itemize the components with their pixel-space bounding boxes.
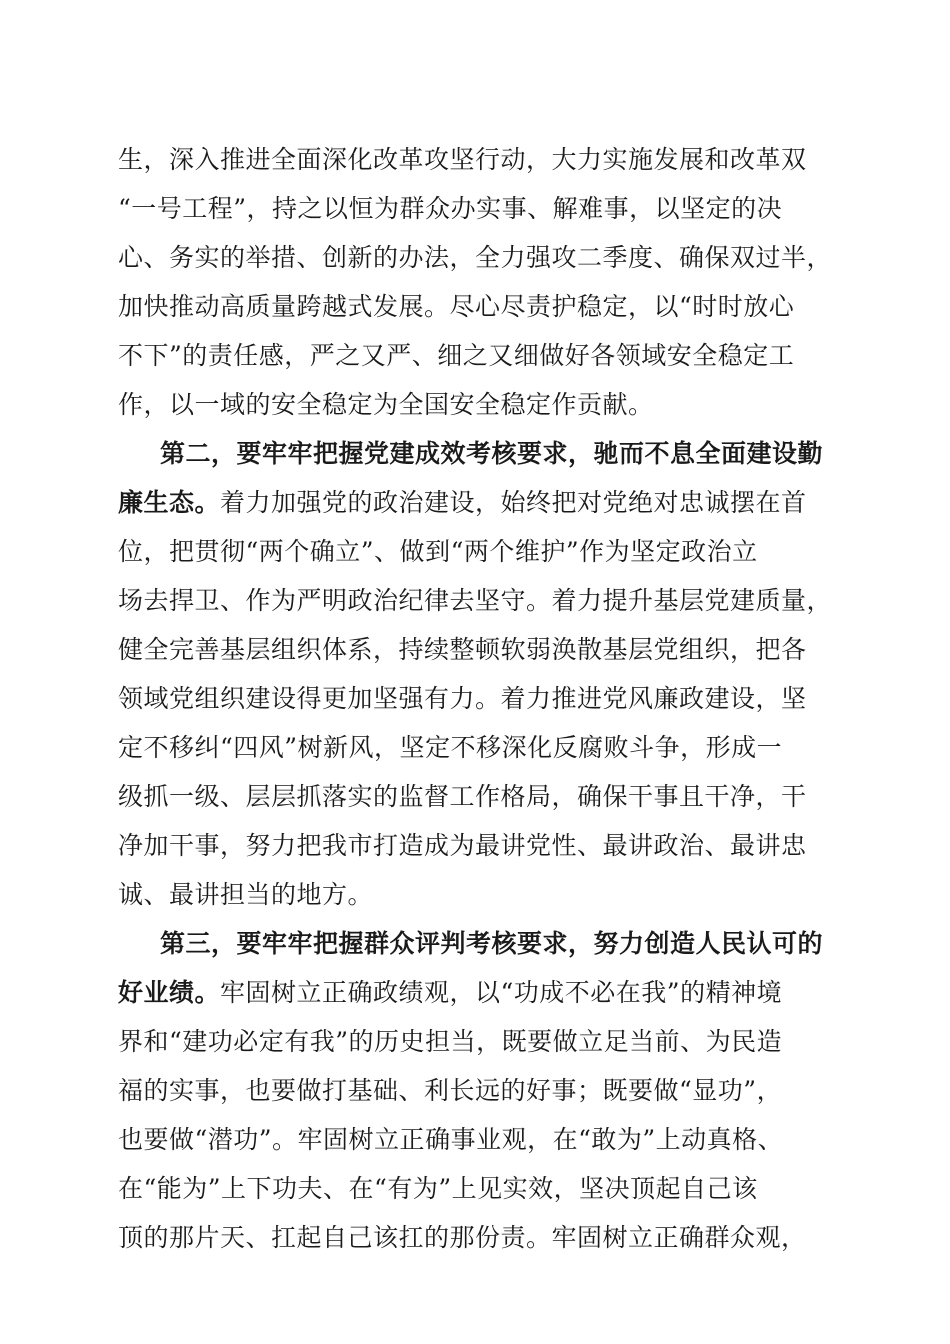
paragraph-heading-line [160, 919, 880, 969]
line-lead: 廉生态。 [118, 488, 221, 517]
line-text: 诚、最讲担当的地方。 [118, 880, 374, 909]
line-text: 在“能为”上下功夫、在“有为”上见实效，坚决顶起自己该 [118, 1174, 758, 1203]
line-lead: 好业绩。 [118, 978, 221, 1007]
text-line [118, 233, 838, 283]
line-lead: 第三，要牢牢把握群众评判考核要求，努力创造人民认可的 [160, 929, 824, 958]
text-line [118, 870, 838, 920]
line-text: 级抓一级、层层抓落实的监督工作格局，确保干事且干净，干 [118, 782, 807, 811]
text-line [118, 1066, 838, 1116]
text-line [118, 625, 838, 675]
line-text: 也要做“潜功”。牢固树立正确事业观，在“敢为”上动真格、 [118, 1125, 784, 1154]
line-text: 着力加强党的政治建设，始终把对党绝对忠诚摆在首 [220, 488, 807, 517]
text-line [118, 772, 838, 822]
text-line [118, 1164, 838, 1214]
text-line [118, 674, 838, 724]
text-line [118, 380, 838, 430]
line-text: 不下”的责任感，严之又严、细之又细做好各领域安全稳定工 [118, 341, 795, 370]
line-text: 生，深入推进全面深化改革攻坚行动，大力实施发展和改革双 [118, 145, 807, 174]
line-text: 净加干事，努力把我市打造成为最讲党性、最讲政治、最讲忠 [118, 831, 807, 860]
line-text: 界和“建功必定有我”的历史担当，既要做立足当前、为民造 [118, 1027, 783, 1056]
paragraph-heading-line [160, 429, 880, 479]
text-line [118, 135, 838, 185]
text-line [118, 821, 838, 871]
line-text: 加快推动高质量跨越式发展。尽心尽责护稳定，以“时时放心 [118, 292, 795, 321]
text-line [118, 576, 838, 626]
text-line [118, 1017, 838, 1067]
text-line [118, 1115, 838, 1165]
line-text: 位，把贯彻“两个确立”、做到“两个维护”作为坚定政治立 [118, 537, 758, 566]
line-text: 牢固树立正确政绩观，以“功成不必在我”的精神境 [220, 978, 783, 1007]
line-text: 顶的那片天、扛起自己该扛的那份责。牢固树立正确群众观， [118, 1223, 807, 1252]
line-lead: 第二，要牢牢把握党建成效考核要求，驰而不息全面建设勤 [160, 439, 824, 468]
line-text: “一号工程”，持之以恒为群众办实事、解难事，以坚定的决 [118, 194, 783, 223]
text-line [118, 527, 838, 577]
text-line [118, 968, 838, 1018]
line-text: 心、务实的举措、创新的办法，全力强攻二季度、确保双过半， [118, 243, 833, 272]
line-text: 领域党组织建设得更加坚强有力。着力推进党风廉政建设，坚 [118, 684, 807, 713]
line-text: 福的实事，也要做打基础、利长远的好事；既要做“显功”， [118, 1076, 783, 1105]
text-line [118, 184, 838, 234]
line-text: 健全完善基层组织体系，持续整顿软弱涣散基层党组织，把各 [118, 635, 807, 664]
line-text: 场去捍卫、作为严明政治纪律去坚守。着力提升基层党建质量， [118, 586, 833, 615]
text-line [118, 478, 838, 528]
text-line [118, 723, 838, 773]
line-text: 定不移纠“四风”树新风，坚定不移深化反腐败斗争，形成一 [118, 733, 783, 762]
text-line [118, 331, 838, 381]
text-line [118, 1213, 838, 1263]
line-text: 作，以一域的安全稳定为全国安全稳定作贡献。 [118, 390, 654, 419]
text-line [118, 282, 838, 332]
